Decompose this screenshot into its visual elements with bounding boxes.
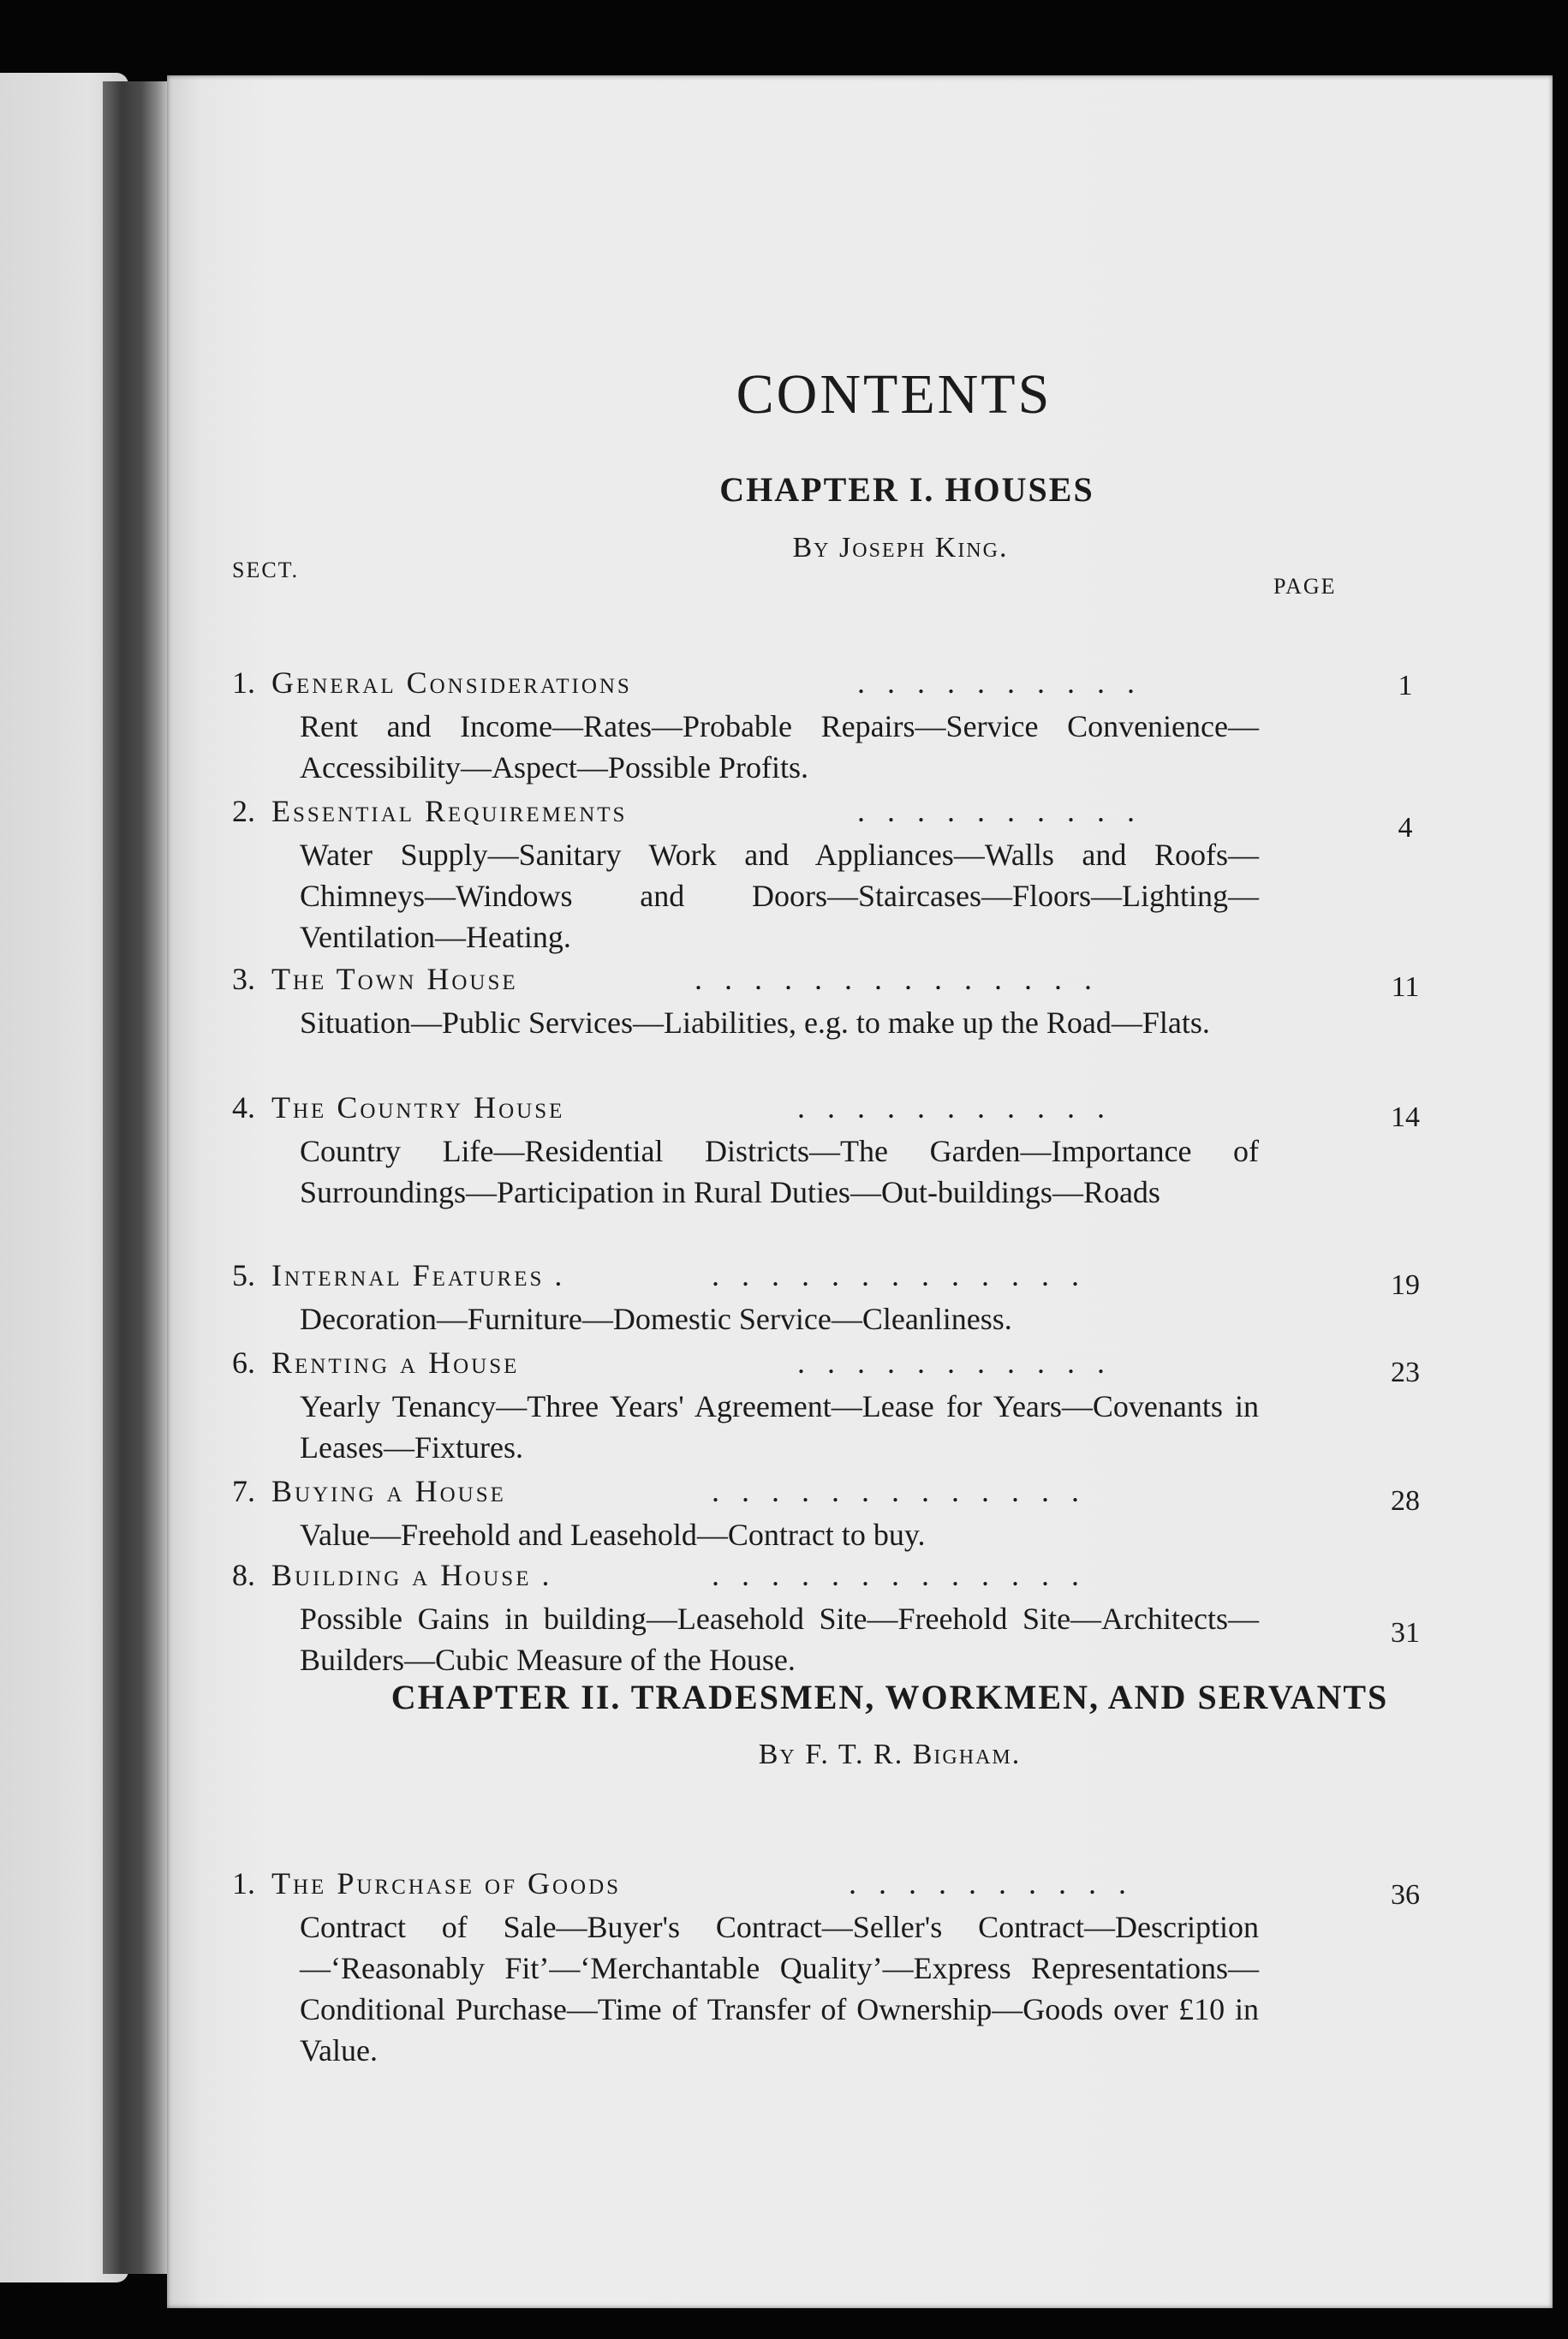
section-number: 3. xyxy=(232,962,255,996)
section-title: Buying a House xyxy=(271,1474,506,1508)
toc-entry xyxy=(232,1865,1448,2071)
page-column-label: PAGE xyxy=(1273,574,1337,599)
section-description: Situation—Public Services—Liabilities, e.g. to make up the Road—Flats. xyxy=(300,1005,1210,1040)
contents-page xyxy=(167,75,1553,2308)
dot-leader: .......... xyxy=(849,1866,1148,1900)
dot-leader: .......... xyxy=(857,665,1157,700)
toc-entry xyxy=(232,1345,1448,1468)
section-number: 1. xyxy=(232,1866,255,1900)
dot-leader: .......... xyxy=(857,794,1157,828)
page-number: 11 xyxy=(1391,971,1420,1003)
section-number: 1. xyxy=(232,665,255,700)
toc-entry xyxy=(232,793,1448,958)
section-description: Possible Gains in building—Leasehold Site—Freehold Site—Architects—Builders—Cubic Measure of the House. xyxy=(300,1602,1259,1677)
section-title: Building a House . xyxy=(271,1558,552,1592)
page-number: 31 xyxy=(1391,1617,1420,1649)
section-number: 5. xyxy=(232,1258,255,1292)
dot-leader: ............. xyxy=(712,1558,1101,1592)
dot-leader: ........... xyxy=(797,1090,1127,1125)
book-page xyxy=(167,75,1553,2308)
section-number: 8. xyxy=(232,1558,255,1592)
section-description: Country Life—Residential Districts—The Garden—Importance of Surroundings—Participation in Rural Duties—Out-buildings—Roads xyxy=(300,1134,1259,1209)
section-number: 2. xyxy=(232,794,255,828)
section-description: Water Supply—Sanitary Work and Appliances—Walls and Roofs—Chimneys—Windows and Doors—Staircases—Floors—Lighting—Ventilation—Heating. xyxy=(300,838,1259,954)
chapter-2-title: CHAPTER II. TRADESMEN, WORKMEN, AND SERVANTS xyxy=(391,1678,1389,1716)
toc-entry xyxy=(232,961,1448,1043)
page-number: 14 xyxy=(1391,1101,1420,1133)
chapter-2-author: By F. T. R. Bigham. xyxy=(758,1739,1022,1770)
toc-entry xyxy=(232,1257,1448,1340)
section-title: Essential Requirements xyxy=(271,794,628,828)
page-number: 19 xyxy=(1391,1269,1420,1301)
page-number: 28 xyxy=(1391,1485,1420,1517)
page-number: 36 xyxy=(1391,1879,1420,1911)
section-number: 4. xyxy=(232,1090,255,1125)
dot-leader: ............. xyxy=(712,1474,1101,1508)
page-number: 4 xyxy=(1398,812,1413,844)
section-number: 7. xyxy=(232,1474,255,1508)
dot-leader: ........... xyxy=(797,1346,1127,1380)
section-title: The Purchase of Goods xyxy=(271,1866,622,1900)
section-description: Rent and Income—Rates—Probable Repairs—Service Convenience—Accessibility—Aspect—Possible Profits. xyxy=(300,709,1259,785)
section-number: 6. xyxy=(232,1346,255,1380)
toc-entry xyxy=(232,1473,1448,1555)
section-description: Value—Freehold and Leasehold—Contract to buy. xyxy=(300,1518,926,1552)
toc-entry xyxy=(232,1089,1448,1213)
section-description: Decoration—Furniture—Domestic Service—Cleanliness. xyxy=(300,1302,1012,1336)
page-number: 1 xyxy=(1398,670,1413,701)
dot-leader: .............. xyxy=(695,962,1114,996)
toc-entry xyxy=(232,1557,1448,1680)
section-title: Renting a House xyxy=(271,1346,520,1380)
chapter-1-author: By Joseph King. xyxy=(792,532,1009,564)
sect-column-label: SECT. xyxy=(232,558,300,582)
section-description: Contract of Sale—Buyer's Contract—Seller's Contract—Description—‘Reasonably Fit’—‘Merchantable Quality’—Express Representations—Conditional Purchase—Time of Transfer of Ownership—Goods over £10 in Value. xyxy=(300,1910,1259,2068)
section-title: The Town House xyxy=(271,962,518,996)
section-title: The Country House xyxy=(271,1090,565,1125)
section-title: General Considerations xyxy=(271,665,632,700)
book-gutter xyxy=(103,81,167,2274)
section-description: Yearly Tenancy—Three Years' Agreement—Lease for Years—Covenants in Leases—Fixtures. xyxy=(300,1389,1259,1465)
page-title: CONTENTS xyxy=(736,363,1052,426)
chapter-1-title: CHAPTER I. HOUSES xyxy=(719,470,1094,509)
page-number: 23 xyxy=(1391,1357,1420,1388)
toc-entry xyxy=(232,665,1448,788)
section-title: Internal Features . xyxy=(271,1258,565,1292)
dot-leader: ............. xyxy=(712,1258,1101,1292)
